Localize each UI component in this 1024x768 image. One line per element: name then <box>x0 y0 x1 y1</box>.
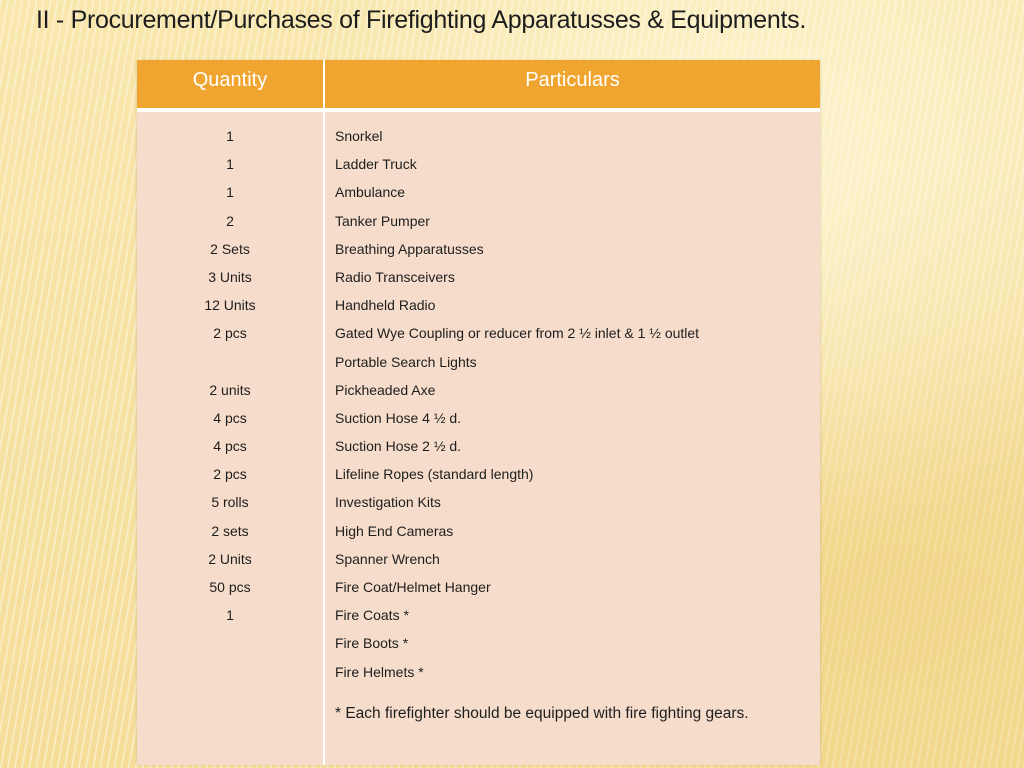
quantity-cell: 3 Units <box>208 268 252 285</box>
quantity-cell: 2 Units <box>208 550 252 567</box>
particular-cell: Radio Transceivers <box>335 268 455 285</box>
particular-cell: Handheld Radio <box>335 297 436 314</box>
quantity-cell: 12 Units <box>204 297 256 314</box>
particular-cell: Snorkel <box>335 128 383 144</box>
particular-cell: Ladder Truck <box>335 156 417 173</box>
particular-cell: Tanker Pumper <box>335 212 430 229</box>
particular-cell: Lifeline Ropes (standard length) <box>335 466 534 483</box>
quantity-cell: 4 pcs <box>213 409 247 426</box>
slide-title: II - Procurement/Purchases of Firefighting Apparatusses & Equipments. <box>36 6 806 34</box>
quantity-cell: 1 <box>226 607 234 624</box>
quantity-cell <box>137 348 323 376</box>
quantity-cell: 5 rolls <box>211 494 249 511</box>
quantity-cell: 1 <box>226 156 234 173</box>
quantity-cell: 2 <box>226 212 234 229</box>
quantity-column <box>137 112 325 765</box>
quantity-cell: 2 Sets <box>210 240 250 257</box>
particular-cell: Gated Wye Coupling or reducer from 2 ½ inlet & 1 ½ outlet <box>335 325 700 342</box>
particulars-header: Particulars <box>525 69 620 91</box>
quantity-cell: 1 <box>226 184 234 201</box>
procurement-table <box>137 60 820 763</box>
quantity-cell: 1 <box>226 128 234 144</box>
footnote: * Each firefighter should be equipped with fire fighting gears. <box>335 704 749 722</box>
quantity-cell: 2 sets <box>211 522 249 539</box>
particular-cell: Suction Hose 2 ½ d. <box>335 438 462 455</box>
particular-cell: Pickheaded Axe <box>335 381 436 398</box>
particular-cell: Fire Coat/Helmet Hanger <box>335 579 491 595</box>
quantity-cell: 50 pcs <box>209 579 251 595</box>
particular-cell: Fire Helmets * <box>335 663 424 680</box>
particular-cell: Fire Coats * <box>335 607 409 624</box>
quantity-cell: 4 pcs <box>213 438 247 455</box>
table-header-row <box>137 60 820 110</box>
quantity-cell: 2 pcs <box>213 466 247 483</box>
particular-cell: High End Cameras <box>335 522 454 539</box>
particulars-column <box>325 112 820 765</box>
particular-cell: Spanner Wrench <box>335 550 440 567</box>
particular-cell: Breathing Apparatusses <box>335 240 484 257</box>
particular-cell: Investigation Kits <box>335 494 441 511</box>
particular-cell: Ambulance <box>335 184 406 201</box>
table-body <box>137 110 820 765</box>
quantity-cell: 2 pcs <box>213 325 247 342</box>
particular-cell: Portable Search Lights <box>335 353 477 370</box>
particular-cell: Suction Hose 4 ½ d. <box>335 409 462 426</box>
quantity-cell: 2 units <box>209 381 251 398</box>
particular-cell: Fire Boots * <box>335 635 409 652</box>
quantity-header: Quantity <box>137 60 325 108</box>
